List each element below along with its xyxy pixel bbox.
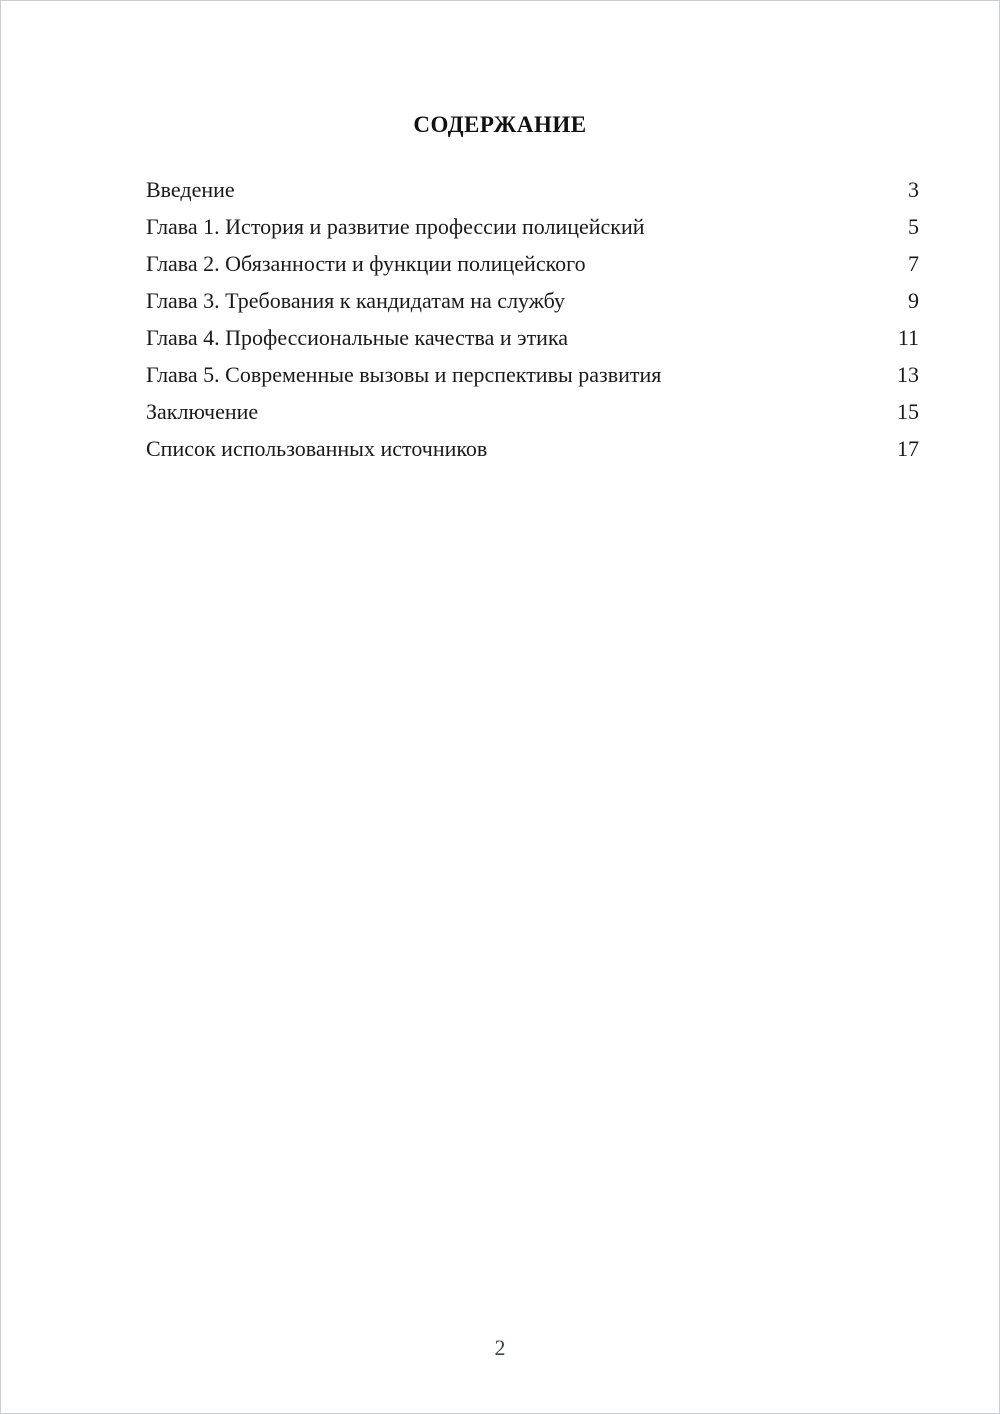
toc-entry-page: 13 [897, 362, 919, 387]
toc-entry-chapter-4 [146, 319, 919, 356]
toc-entry-introduction [146, 171, 919, 208]
toc-entry-chapter-3 [146, 282, 919, 319]
toc-entry-chapter-2 [146, 245, 919, 282]
toc-entry-page: 17 [897, 436, 919, 461]
toc-entry-conclusion [146, 393, 919, 430]
toc-entry-label: Глава 1. История и развитие профессии полицейский [146, 214, 645, 239]
toc-entry-page: 9 [908, 288, 919, 313]
toc-entry-label: Заключение [146, 399, 259, 424]
toc-entry-label: Глава 2. Обязанности и функции полицейского [146, 251, 586, 276]
toc-entry-chapter-5 [146, 356, 919, 393]
toc-entry-label: Глава 3. Требования к кандидатам на службу [146, 288, 566, 313]
toc-entry-page: 11 [897, 325, 919, 350]
table-of-contents [146, 171, 919, 467]
toc-title: СОДЕРЖАНИЕ [413, 112, 587, 138]
toc-entry-page: 15 [897, 399, 919, 424]
page-number: 2 [494, 1335, 506, 1360]
toc-entry-page: 3 [908, 177, 919, 202]
toc-entry-label: Глава 4. Профессиональные качества и этика [146, 325, 569, 350]
toc-entry-chapter-1 [146, 208, 919, 245]
toc-entry-page: 5 [908, 214, 919, 239]
toc-entry-label: Введение [146, 177, 235, 202]
toc-entry-label: Глава 5. Современные вызовы и перспективы развития [146, 362, 662, 387]
toc-entry-bibliography [146, 430, 919, 467]
toc-entry-label: Список использованных источников [146, 436, 488, 461]
toc-entry-page: 7 [908, 251, 919, 276]
